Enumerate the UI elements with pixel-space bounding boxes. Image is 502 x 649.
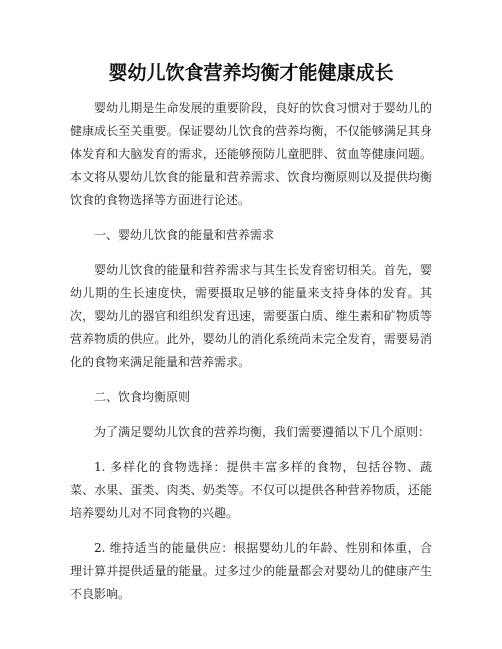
spacer xyxy=(70,409,432,421)
section-2-lead: 为了满足婴幼儿饮食的营养均衡，我们需要遵循以下几个原则： xyxy=(94,425,431,439)
principle-item-2: 2. 维持适当的能量供应：根据婴幼儿的年龄、性别和体重，合理计算并提供适量的能量。过多过少的能量都会对婴幼儿的健康产生不良影响。 xyxy=(70,541,432,601)
spacer xyxy=(70,374,432,386)
spacer xyxy=(70,247,432,259)
document-title: 婴幼儿饮食营养均衡才能健康成长 xyxy=(108,62,394,84)
spacer xyxy=(70,525,432,537)
spacer xyxy=(70,88,432,97)
intro-paragraph: 婴幼儿期是生命发展的重要阶段，良好的饮食习惯对于婴幼儿的健康成长至关重要。保证婴幼儿饮食的营养均衡，不仅能够满足其身体发育和大脑发育的需求，还能够预防儿童肥胖、贫血等健康问题。本文将从婴幼儿饮食的能量和营养需求、饮食均衡原则以及提供均衡饮食的食物选择等方面进行论述。 xyxy=(70,101,432,207)
section-1-paragraph: 婴幼儿饮食的能量和营养需求与其生长发育密切相关。首先，婴幼儿期的生长速度快，需要摄取足够的能量来支持身体的发育。其次，婴幼儿的器官和组织发育迅速，需要蛋白质、维生素和矿物质等营养物质的供应。此外，婴幼儿的消化系统尚未完全发育，需要易消化的食物来满足能量和营养需求。 xyxy=(70,263,432,369)
section-1-heading: 一、婴幼儿饮食的能量和营养需求 xyxy=(94,228,275,242)
spacer xyxy=(70,212,432,224)
section-2-heading: 二、饮食均衡原则 xyxy=(94,390,191,404)
spacer xyxy=(70,444,432,456)
principle-item-1: 1. 多样化的食物选择：提供丰富多样的食物，包括谷物、蔬菜、水果、蛋类、肉类、奶类等。不仅可以提供各种营养物质，还能培养婴幼儿对不同食物的兴趣。 xyxy=(70,460,432,520)
